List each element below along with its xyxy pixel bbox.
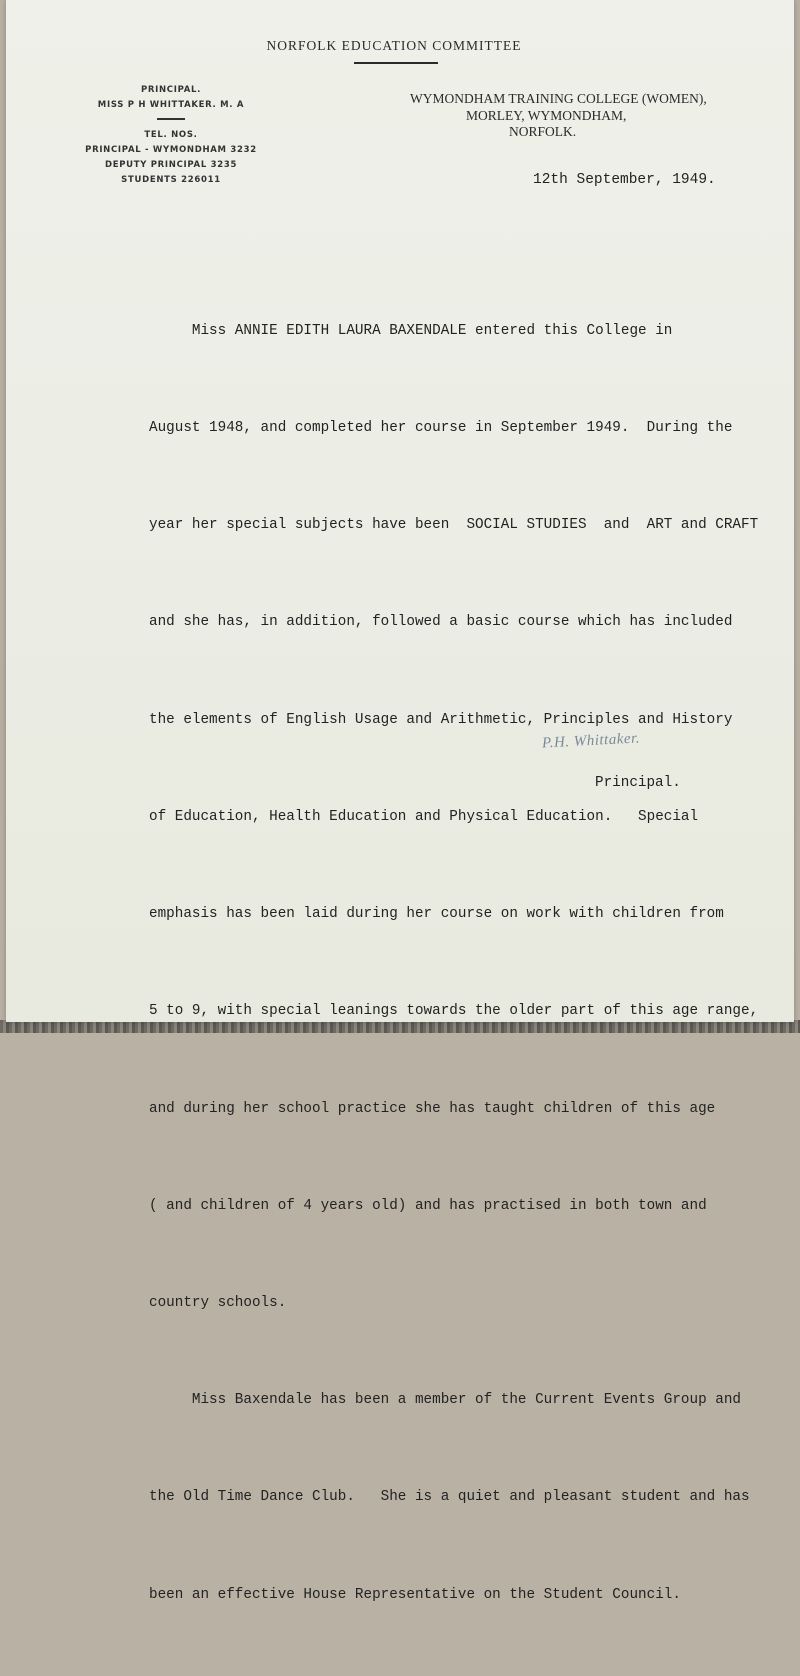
body-line: the elements of English Usage and Arithmetic, Principles and History [149, 711, 733, 728]
body-line: of Education, Health Education and Physical Education. Special [149, 808, 699, 825]
body-line: and during her school practice she has taught children of this age [149, 1100, 716, 1117]
body-line: year her special subjects have been SOCIAL STUDIES and ART and CRAFT [149, 517, 759, 534]
address-line-3: NORFOLK. [509, 124, 577, 139]
letter-date: 12th September, 1949. [533, 172, 716, 188]
address-line-1: WYMONDHAM TRAINING COLLEGE (WOMEN), [410, 91, 707, 106]
tel-principal: PRINCIPAL - WYMONDHAM 3232 [85, 144, 257, 155]
body-line: and she has, in addition, followed a basic course which has included [149, 614, 733, 631]
body-line: August 1948, and completed her course in September 1949. During the [149, 420, 733, 437]
college-address [410, 91, 710, 141]
letter-body [149, 250, 759, 1676]
address-line-2: MORLEY, WYMONDHAM, [466, 107, 627, 123]
body-line: Miss ANNIE EDITH LAURA BAXENDALE entered this College in [149, 322, 673, 339]
principal-name: MISS P H WHITTAKER. M. A [97, 100, 245, 110]
handwritten-signature: P.H. Whittaker. [541, 730, 641, 752]
tel-students: STUDENTS 226011 [121, 174, 221, 185]
signature-title: Principal. [595, 775, 681, 791]
body-line: Miss Baxendale has been a member of the Current Events Group and [149, 1392, 741, 1409]
body-line: the Old Time Dance Club. She is a quiet and pleasant student and has [149, 1489, 750, 1506]
tel-label: TEL. NOS. [144, 129, 198, 140]
body-line: ( and children of 4 years old) and has practised in both town and [149, 1197, 707, 1214]
body-line: been an effective House Representative on the Student Council. [149, 1586, 681, 1603]
letterhead-divider [157, 118, 185, 120]
tel-deputy: DEPUTY PRINCIPAL 3235 [104, 159, 238, 170]
body-line: 5 to 9, with special leanings towards the older part of this age range, [149, 1003, 759, 1020]
committee-heading: NORFOLK EDUCATION COMMITTEE [266, 38, 522, 53]
body-line: country schools. [149, 1295, 287, 1311]
principal-label: PRINCIPAL. [140, 85, 202, 95]
letterhead-left [46, 83, 296, 188]
body-line: emphasis has been laid during her course on work with children from [149, 906, 724, 923]
letter-page [6, 0, 794, 1603]
heading-underline [354, 62, 438, 64]
